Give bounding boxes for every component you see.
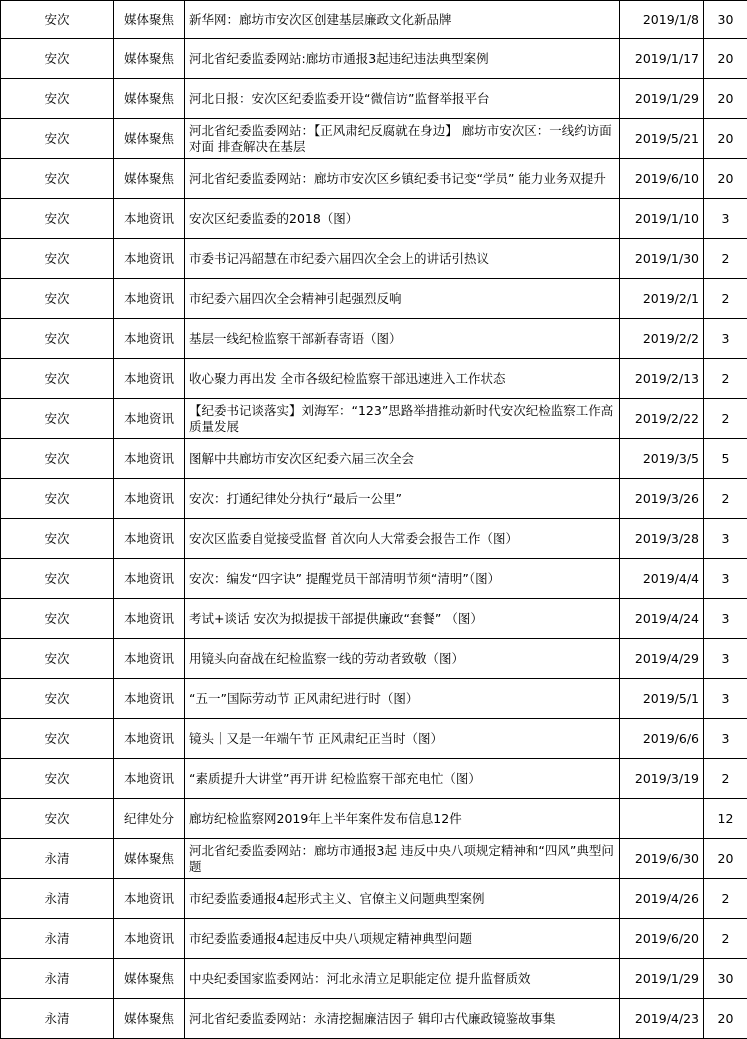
score-cell: 3 bbox=[704, 559, 747, 599]
title-cell: 安次：打通纪律处分执行“最后一公里” bbox=[185, 479, 620, 519]
region-cell: 永清 bbox=[1, 959, 114, 999]
region-cell: 安次 bbox=[1, 79, 114, 119]
table-row bbox=[1, 239, 747, 279]
category-cell: 媒体聚焦 bbox=[114, 39, 185, 79]
table-row bbox=[1, 839, 747, 879]
score-cell: 20 bbox=[704, 39, 747, 79]
title-cell: 河北日报：安次区纪委监委开设“微信访”监督举报平台 bbox=[185, 79, 620, 119]
score-cell: 2 bbox=[704, 279, 747, 319]
table-row bbox=[1, 759, 747, 799]
date-cell: 2019/4/24 bbox=[620, 599, 704, 639]
region-cell: 永清 bbox=[1, 999, 114, 1039]
date-cell: 2019/2/1 bbox=[620, 279, 704, 319]
title-cell: 安次区监委自觉接受监督 首次向人大常委会报告工作（图） bbox=[185, 519, 620, 559]
title-cell: 图解中共廊坊市安次区纪委六届三次全会 bbox=[185, 439, 620, 479]
date-cell: 2019/6/6 bbox=[620, 719, 704, 759]
title-cell: 考试+谈话 安次为拟提拔干部提供廉政“套餐” （图） bbox=[185, 599, 620, 639]
score-cell: 2 bbox=[704, 359, 747, 399]
table-row bbox=[1, 359, 747, 399]
category-cell: 本地资讯 bbox=[114, 319, 185, 359]
category-cell: 本地资讯 bbox=[114, 239, 185, 279]
date-cell: 2019/2/2 bbox=[620, 319, 704, 359]
region-cell: 安次 bbox=[1, 399, 114, 439]
score-cell: 30 bbox=[704, 1, 747, 39]
category-cell: 媒体聚焦 bbox=[114, 959, 185, 999]
region-cell: 永清 bbox=[1, 919, 114, 959]
table-row bbox=[1, 1, 747, 39]
region-cell: 安次 bbox=[1, 639, 114, 679]
title-cell: 廊坊纪检监察网2019年上半年案件发布信息12件 bbox=[185, 799, 620, 839]
score-cell: 2 bbox=[704, 919, 747, 959]
category-cell: 本地资讯 bbox=[114, 679, 185, 719]
date-cell: 2019/3/19 bbox=[620, 759, 704, 799]
table-row bbox=[1, 199, 747, 239]
date-cell: 2019/3/26 bbox=[620, 479, 704, 519]
region-cell: 永清 bbox=[1, 839, 114, 879]
category-cell: 本地资讯 bbox=[114, 439, 185, 479]
title-cell: 河北省纪委监委网站：永清挖掘廉洁因子 辑印古代廉政镜鉴故事集 bbox=[185, 999, 620, 1039]
title-cell: 河北省纪委监委网站:廊坊市通报3起违纪违法典型案例 bbox=[185, 39, 620, 79]
score-cell: 2 bbox=[704, 479, 747, 519]
date-cell: 2019/1/10 bbox=[620, 199, 704, 239]
title-cell: 市纪委监委通报4起形式主义、官僚主义问题典型案例 bbox=[185, 879, 620, 919]
title-cell: 【纪委书记谈落实】刘海军：“123”思路举措推动新时代安次纪检监察工作高质量发展 bbox=[185, 399, 620, 439]
table-row bbox=[1, 799, 747, 839]
date-cell: 2019/6/20 bbox=[620, 919, 704, 959]
title-cell: 市纪委监委通报4起违反中央八项规定精神典型问题 bbox=[185, 919, 620, 959]
region-cell: 安次 bbox=[1, 359, 114, 399]
date-cell: 2019/3/5 bbox=[620, 439, 704, 479]
date-cell: 2019/3/28 bbox=[620, 519, 704, 559]
score-cell: 3 bbox=[704, 639, 747, 679]
category-cell: 媒体聚焦 bbox=[114, 999, 185, 1039]
category-cell: 本地资讯 bbox=[114, 719, 185, 759]
category-cell: 本地资讯 bbox=[114, 279, 185, 319]
region-cell: 永清 bbox=[1, 879, 114, 919]
category-cell: 本地资讯 bbox=[114, 759, 185, 799]
region-cell: 安次 bbox=[1, 799, 114, 839]
table-row bbox=[1, 399, 747, 439]
score-cell: 20 bbox=[704, 839, 747, 879]
title-cell: “五一”国际劳动节 正风肃纪进行时（图） bbox=[185, 679, 620, 719]
table-row bbox=[1, 479, 747, 519]
region-cell: 安次 bbox=[1, 1, 114, 39]
date-cell: 2019/1/8 bbox=[620, 1, 704, 39]
score-cell: 3 bbox=[704, 679, 747, 719]
table-row bbox=[1, 879, 747, 919]
date-cell: 2019/1/17 bbox=[620, 39, 704, 79]
region-cell: 安次 bbox=[1, 439, 114, 479]
region-cell: 安次 bbox=[1, 159, 114, 199]
score-cell: 20 bbox=[704, 999, 747, 1039]
region-cell: 安次 bbox=[1, 479, 114, 519]
region-cell: 安次 bbox=[1, 199, 114, 239]
region-cell: 安次 bbox=[1, 519, 114, 559]
title-cell: 河北省纪委监委网站：廊坊市通报3起 违反中央八项规定精神和“四风”典型问题 bbox=[185, 839, 620, 879]
region-cell: 安次 bbox=[1, 679, 114, 719]
date-cell: 2019/4/23 bbox=[620, 999, 704, 1039]
category-cell: 本地资讯 bbox=[114, 399, 185, 439]
title-cell: 用镜头向奋战在纪检监察一线的劳动者致敬（图） bbox=[185, 639, 620, 679]
title-cell: 收心聚力再出发 全市各级纪检监察干部迅速进入工作状态 bbox=[185, 359, 620, 399]
score-cell: 20 bbox=[704, 119, 747, 159]
category-cell: 媒体聚焦 bbox=[114, 119, 185, 159]
table-row bbox=[1, 679, 747, 719]
score-cell: 2 bbox=[704, 759, 747, 799]
date-cell: 2019/2/13 bbox=[620, 359, 704, 399]
region-cell: 安次 bbox=[1, 559, 114, 599]
category-cell: 本地资讯 bbox=[114, 599, 185, 639]
title-cell: 市委书记冯韶慧在市纪委六届四次全会上的讲话引热议 bbox=[185, 239, 620, 279]
region-cell: 安次 bbox=[1, 759, 114, 799]
score-cell: 30 bbox=[704, 959, 747, 999]
title-cell: 安次区纪委监委的2018（图） bbox=[185, 199, 620, 239]
score-cell: 3 bbox=[704, 599, 747, 639]
table-row bbox=[1, 599, 747, 639]
score-cell: 2 bbox=[704, 239, 747, 279]
date-cell: 2019/1/30 bbox=[620, 239, 704, 279]
title-cell: “素质提升大讲堂”再开讲 纪检监察干部充电忙（图） bbox=[185, 759, 620, 799]
table-row bbox=[1, 719, 747, 759]
region-cell: 安次 bbox=[1, 599, 114, 639]
table-row bbox=[1, 999, 747, 1039]
table-row bbox=[1, 319, 747, 359]
title-cell: 安次：编发“四字诀” 提醒党员干部清明节须“清明”（图） bbox=[185, 559, 620, 599]
category-cell: 本地资讯 bbox=[114, 479, 185, 519]
table-row bbox=[1, 159, 747, 199]
table-row bbox=[1, 519, 747, 559]
category-cell: 本地资讯 bbox=[114, 359, 185, 399]
title-cell: 河北省纪委监委网站：【正风肃纪反腐就在身边】 廊坊市安次区：一线约访面对面 排查解决在基层 bbox=[185, 119, 620, 159]
table-row bbox=[1, 39, 747, 79]
category-cell: 本地资讯 bbox=[114, 559, 185, 599]
table-row bbox=[1, 559, 747, 599]
date-cell: 2019/4/29 bbox=[620, 639, 704, 679]
category-cell: 媒体聚焦 bbox=[114, 79, 185, 119]
date-cell: 2019/6/10 bbox=[620, 159, 704, 199]
date-cell: 2019/5/1 bbox=[620, 679, 704, 719]
table-row bbox=[1, 119, 747, 159]
score-cell: 3 bbox=[704, 199, 747, 239]
date-cell: 2019/5/21 bbox=[620, 119, 704, 159]
category-cell: 媒体聚焦 bbox=[114, 159, 185, 199]
category-cell: 纪律处分 bbox=[114, 799, 185, 839]
date-cell: 2019/1/29 bbox=[620, 79, 704, 119]
table-body bbox=[1, 1, 747, 1039]
title-cell: 基层一线纪检监察干部新春寄语（图） bbox=[185, 319, 620, 359]
table-row bbox=[1, 439, 747, 479]
score-cell: 20 bbox=[704, 79, 747, 119]
region-cell: 安次 bbox=[1, 719, 114, 759]
date-cell: 2019/2/22 bbox=[620, 399, 704, 439]
score-cell: 3 bbox=[704, 719, 747, 759]
date-cell: 2019/4/4 bbox=[620, 559, 704, 599]
region-cell: 安次 bbox=[1, 279, 114, 319]
table-row bbox=[1, 639, 747, 679]
score-cell: 12 bbox=[704, 799, 747, 839]
score-cell: 5 bbox=[704, 439, 747, 479]
category-cell: 本地资讯 bbox=[114, 879, 185, 919]
category-cell: 媒体聚焦 bbox=[114, 839, 185, 879]
title-cell: 新华网：廊坊市安次区创建基层廉政文化新品牌 bbox=[185, 1, 620, 39]
score-cell: 20 bbox=[704, 159, 747, 199]
title-cell: 中央纪委国家监委网站：河北永清立足职能定位 提升监督质效 bbox=[185, 959, 620, 999]
region-cell: 安次 bbox=[1, 319, 114, 359]
title-cell: 镜头｜又是一年端午节 正风肃纪正当时（图） bbox=[185, 719, 620, 759]
table-row bbox=[1, 279, 747, 319]
date-cell bbox=[620, 799, 704, 839]
category-cell: 本地资讯 bbox=[114, 519, 185, 559]
date-cell: 2019/4/26 bbox=[620, 879, 704, 919]
table-row bbox=[1, 919, 747, 959]
table-row bbox=[1, 959, 747, 999]
category-cell: 媒体聚焦 bbox=[114, 1, 185, 39]
date-cell: 2019/1/29 bbox=[620, 959, 704, 999]
table-row bbox=[1, 79, 747, 119]
date-cell: 2019/6/30 bbox=[620, 839, 704, 879]
region-cell: 安次 bbox=[1, 239, 114, 279]
category-cell: 本地资讯 bbox=[114, 919, 185, 959]
score-cell: 3 bbox=[704, 519, 747, 559]
title-cell: 市纪委六届四次全会精神引起强烈反响 bbox=[185, 279, 620, 319]
category-cell: 本地资讯 bbox=[114, 639, 185, 679]
title-cell: 河北省纪委监委网站：廊坊市安次区乡镇纪委书记变“学员” 能力业务双提升 bbox=[185, 159, 620, 199]
category-cell: 本地资讯 bbox=[114, 199, 185, 239]
region-cell: 安次 bbox=[1, 39, 114, 79]
score-cell: 3 bbox=[704, 319, 747, 359]
score-cell: 2 bbox=[704, 399, 747, 439]
score-cell: 2 bbox=[704, 879, 747, 919]
region-cell: 安次 bbox=[1, 119, 114, 159]
